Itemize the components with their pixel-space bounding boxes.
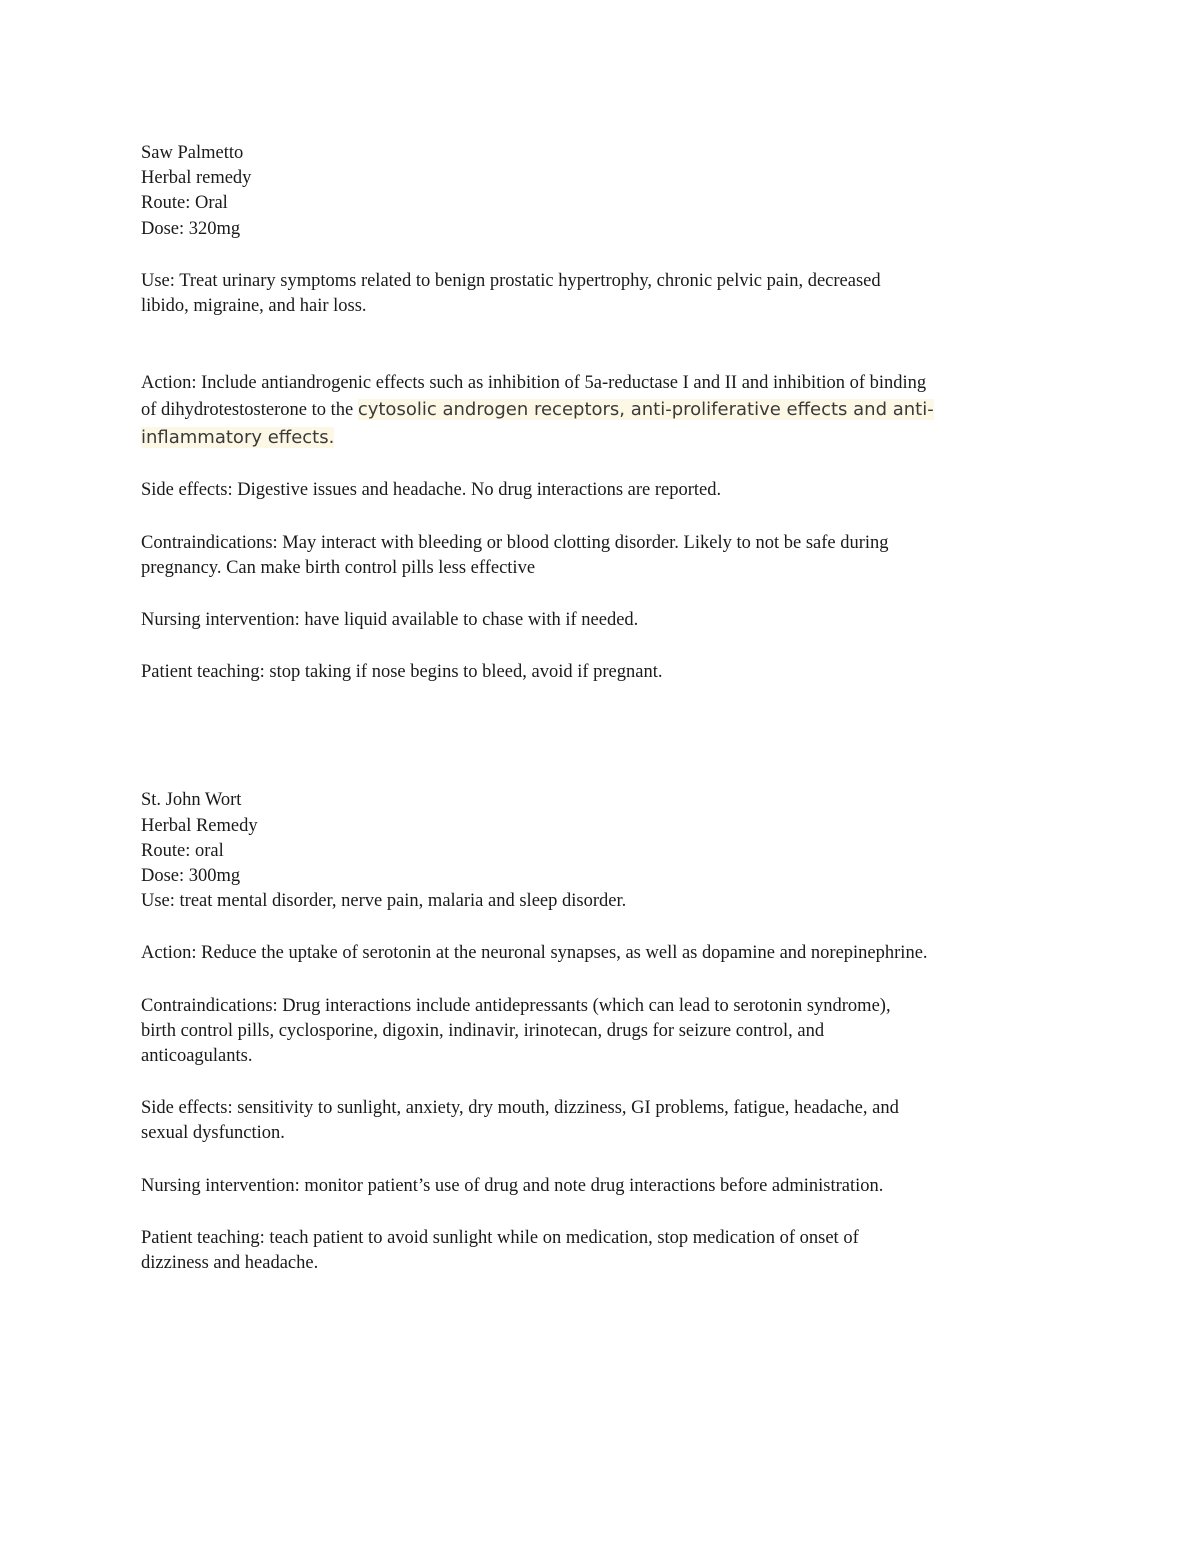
saw-palmetto-name: Saw Palmetto: [141, 143, 244, 163]
st-john-wort-side-effects-line-2: sexual dysfunction.: [141, 1123, 285, 1144]
st-john-wort-route: Route: oral: [141, 840, 224, 861]
st-john-wort-patient-teaching: [141, 1226, 1066, 1276]
saw-palmetto-side-effects: Side effects: Digestive issues and headache. No drug interactions are reported.: [141, 480, 722, 501]
saw-palmetto-dose: Dose: 320mg: [141, 218, 241, 239]
st-john-wort-section: [141, 788, 1066, 1276]
st-john-wort-patient-teaching-line-2: dizziness and headache.: [141, 1253, 319, 1274]
spacer: [141, 1199, 1066, 1226]
st-john-wort-name: St. John Wort: [141, 790, 242, 811]
spacer: [141, 581, 1066, 608]
saw-palmetto-use: [141, 269, 1066, 319]
st-john-wort-side-effects-line-1: Side effects: sensitivity to sunlight, anxiety, dry mouth, dizziness, GI problems, fatigue, headache, and: [141, 1098, 899, 1119]
st-john-wort-contraindications: [141, 994, 1066, 1070]
saw-palmetto-action-highlighted-text-end: inflammatory effects.: [141, 427, 335, 449]
saw-palmetto-contraindications-line-2: pregnancy. Can make birth control pills less effective: [141, 557, 536, 578]
spacer: [141, 1069, 1066, 1096]
st-john-wort-contraindications-line-3: anticoagulants.: [141, 1046, 253, 1067]
saw-palmetto-route: Route: Oral: [141, 193, 228, 214]
saw-palmetto-action-line-1: Action: Include antiandrogenic effects such as inhibition of 5a-reductase I and II and inhibition of binding: [141, 373, 927, 394]
saw-palmetto-contraindications-line-1: Contraindications: May interact with bleeding or blood clotting disorder. Likely to not be safe during: [141, 532, 889, 553]
st-john-wort-contraindications-line-1: Contraindications: Drug interactions include antidepressants (which can lead to serotonin syndrome),: [141, 995, 891, 1016]
saw-palmetto-patient-teaching: Patient teaching: stop taking if nose begins to bleed, avoid if pregnant.: [141, 662, 663, 683]
st-john-wort-patient-teaching-line-1: Patient teaching: teach patient to avoid sunlight while on medication, stop medication of onset of: [141, 1227, 859, 1248]
spacer: [141, 451, 1066, 478]
section-spacer: [141, 685, 1066, 788]
saw-palmetto-type: Herbal remedy: [141, 168, 252, 189]
saw-palmetto-action-highlighted-text: cytosolic androgen receptors, anti-proliferative effects and anti-: [357, 399, 934, 421]
st-john-wort-side-effects: [141, 1096, 1066, 1146]
saw-palmetto-action-line-3: [141, 424, 1066, 451]
spacer: [141, 504, 1066, 531]
spacer: [141, 914, 1066, 941]
st-john-wort-use: Use: treat mental disorder, nerve pain, malaria and sleep disorder.: [141, 891, 627, 912]
saw-palmetto-action-line-2-plain: of dihydrotestosterone to the: [141, 400, 358, 421]
st-john-wort-nursing-intervention: Nursing intervention: monitor patient’s use of drug and note drug interactions before administration.: [141, 1175, 884, 1196]
saw-palmetto-use-line-1: Use: Treat urinary symptoms related to benign prostatic hypertrophy, chronic pelvic pain, decreased: [141, 270, 881, 291]
document-body: [141, 141, 1066, 1276]
saw-palmetto-nursing-intervention: Nursing intervention: have liquid available to chase with if needed.: [141, 610, 639, 631]
spacer: [141, 633, 1066, 660]
st-john-wort-dose: Dose: 300mg: [141, 866, 241, 887]
st-john-wort-contraindications-line-2: birth control pills, cyclosporine, digoxin, indinavir, irinotecan, drugs for seizure control, and: [141, 1020, 825, 1041]
saw-palmetto-action: [141, 371, 1066, 451]
st-john-wort-type: Herbal Remedy: [141, 815, 258, 836]
saw-palmetto-section: [141, 141, 1066, 685]
st-john-wort-action: Action: Reduce the uptake of serotonin at the neuronal synapses, as well as dopamine and norepinephrine.: [141, 943, 928, 964]
spacer: [141, 1147, 1066, 1174]
saw-palmetto-contraindications: [141, 531, 1066, 581]
spacer: [141, 967, 1066, 994]
saw-palmetto-action-line-2: [141, 396, 1066, 424]
saw-palmetto-use-line-2: libido, migraine, and hair loss.: [141, 296, 367, 317]
spacer: [141, 319, 1066, 371]
spacer: [141, 242, 1066, 269]
